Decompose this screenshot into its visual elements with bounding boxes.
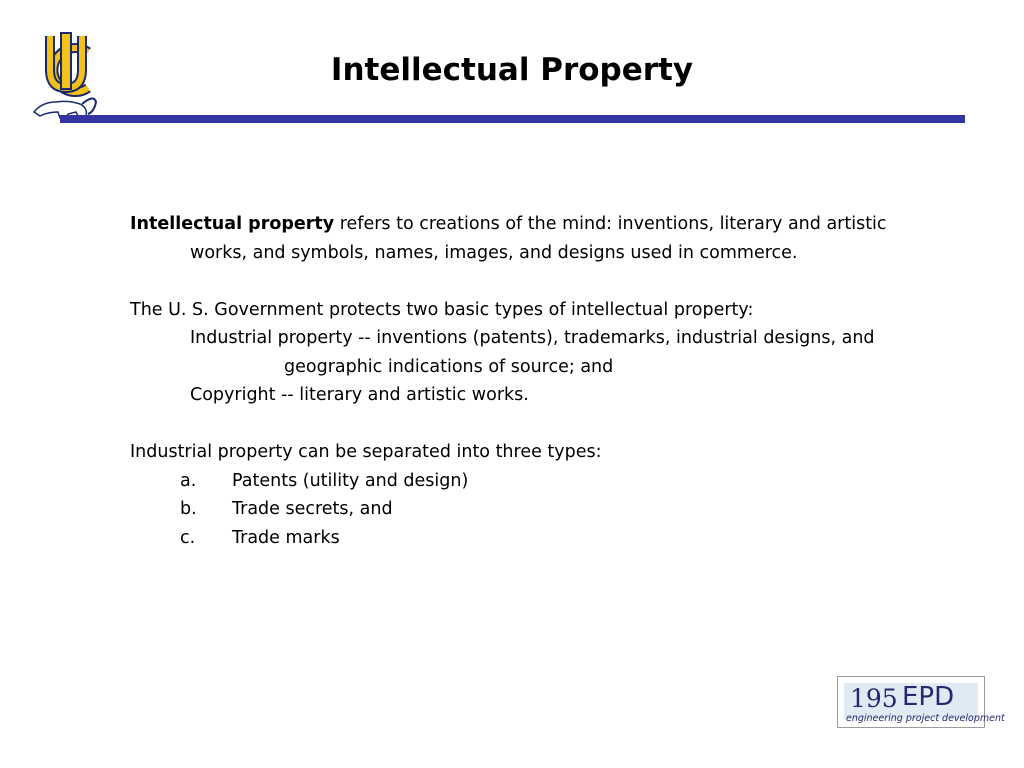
list-text: Trade secrets, and [232, 499, 393, 519]
list-text: Trade marks [232, 527, 340, 548]
paragraph-types-lead: The U. S. Government protects two basic types of intellectual property: [130, 299, 754, 320]
paragraph-definition [130, 210, 910, 267]
industrial-property-line1: Industrial property -- inventions (patents), trademarks, industrial designs, and [190, 328, 875, 348]
copyright-line: Copyright -- literary and artistic works. [190, 385, 529, 405]
epd-badge [837, 676, 1005, 728]
list-marker: a. [180, 470, 197, 491]
badge-label: EPD [902, 682, 955, 712]
paragraph-three-types-lead: Industrial property can be separated into three types: [130, 442, 602, 462]
list-marker: b. [180, 499, 197, 519]
list-item [130, 495, 910, 524]
list-item [130, 524, 910, 553]
title-rule [60, 115, 965, 123]
list-item [130, 467, 910, 496]
badge-number: 195 [850, 684, 898, 713]
slide-body [130, 210, 910, 552]
slide-title: Intellectual Property [330, 52, 694, 88]
list-marker: c. [180, 527, 196, 548]
badge-subtitle: engineering project development [846, 713, 1005, 724]
definition-term: Intellectual property [130, 214, 335, 234]
definition-text: refers to creations of the mind: inventions, literary and artistic works, and symbols, names, images, and designs used in commerce. [190, 214, 887, 263]
list-text: Patents (utility and design) [232, 470, 469, 491]
industrial-property-line2: geographic indications of source; and [284, 356, 614, 377]
